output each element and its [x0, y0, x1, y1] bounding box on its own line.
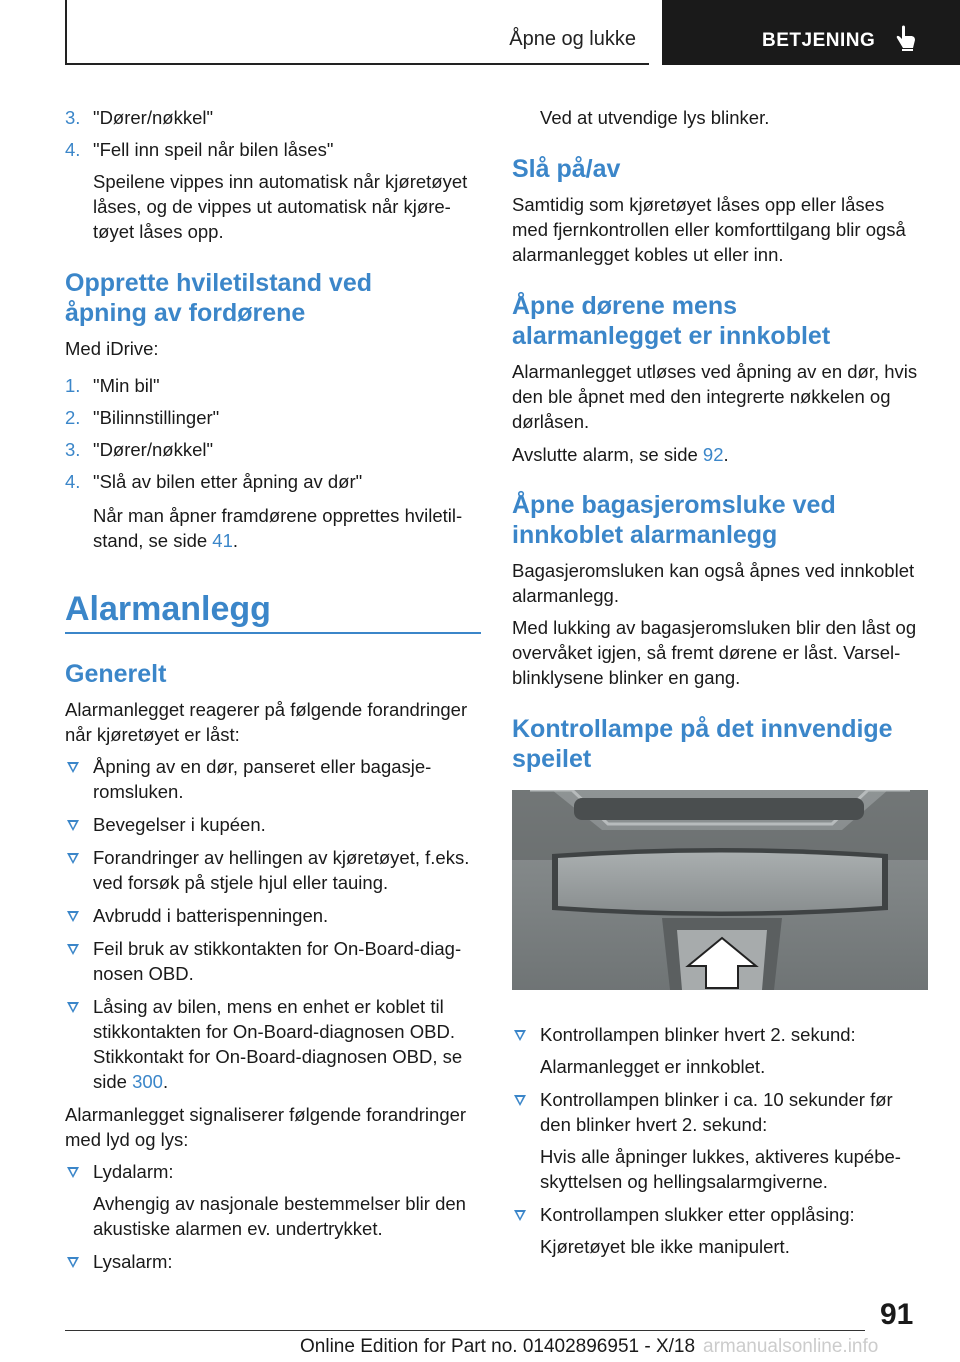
bullet-triangle-icon [67, 1002, 79, 1013]
page-link-300[interactable]: 300 [132, 1071, 163, 1092]
bullet-triangle-icon [67, 1167, 79, 1178]
list-number: 3. [65, 107, 81, 128]
bullet-desc: Ved at utvendige lys blinker. [540, 107, 770, 128]
section-heading: Slå på/av [512, 155, 621, 183]
list-number: 4. [65, 471, 81, 492]
paragraph: med fjernkontrollen eller komforttilgang blir også [512, 219, 906, 240]
list-item: "Fell inn speil når bilen låses" [93, 139, 334, 160]
section-heading: Generelt [65, 660, 167, 688]
header-rule-bottom [65, 63, 649, 65]
bullet-text: nosen OBD. [93, 963, 194, 984]
list-number: 1. [65, 375, 81, 396]
footer-edition: Online Edition for Part no. 01402896951 - X/18 [300, 1336, 696, 1357]
paragraph: med lyd og lys: [65, 1129, 189, 1150]
rearview-mirror-image [512, 790, 928, 990]
list-item: "Dører/nøkkel" [93, 439, 214, 460]
bullet-triangle-icon [67, 911, 79, 922]
chapter-tab[interactable] [662, 0, 960, 65]
section-heading: speilet [512, 745, 592, 773]
list-number: 4. [65, 139, 81, 160]
list-desc [93, 528, 238, 553]
paragraph: dørlåsen. [512, 411, 590, 432]
paragraph: overvåket igjen, så fremt dørene er låst. Varsel‐ [512, 642, 901, 663]
page-number: 91 [880, 1298, 914, 1331]
bullet-desc: Hvis alle åpninger lukkes, aktiveres kupébe‐ [540, 1146, 901, 1167]
bullet-text: Bevegelser i kupéen. [93, 814, 266, 835]
list-number: 2. [65, 407, 81, 428]
bullet-text: ved forsøk på stjele hjul eller tauing. [93, 872, 389, 893]
paragraph: når kjøretøyet er låst: [65, 724, 240, 745]
list-desc: Speilene vippes inn automatisk når kjøretøyet [93, 171, 468, 192]
bullet-text: romsluken. [93, 781, 184, 802]
bullet-text: Kontrollampen blinker hvert 2. sekund: [540, 1024, 856, 1045]
paragraph: alarmanlegget kobles ut eller inn. [512, 244, 784, 265]
paragraph: Med lukking av bagasjeromsluken blir den låst og [512, 617, 917, 638]
list-desc: tøyet låses opp. [93, 221, 224, 242]
paragraph: Samtidig som kjøretøyet låses opp eller låses [512, 194, 885, 215]
bullet-text: Kontrollampen slukker etter opplåsing: [540, 1204, 855, 1225]
footer-watermark: armanualsonline.info [703, 1336, 879, 1357]
section-heading: alarmanlegget er innkoblet [512, 322, 831, 350]
chapter-title: Alarmanlegg [65, 590, 271, 628]
section-heading: innkoblet alarmanlegg [512, 521, 778, 549]
list-item: "Bilinnstillinger" [93, 407, 220, 428]
section-heading: Kontrollampe på det innvendige [512, 715, 893, 743]
list-item: "Min bil" [93, 375, 160, 396]
bullet-triangle-icon [67, 853, 79, 864]
section-heading: Opprette hviletilstand ved [65, 269, 373, 297]
bullet-text: Åpning av en dør, panseret eller bagasje‐ [93, 756, 432, 777]
paragraph: alarmanlegg. [512, 585, 619, 606]
bullet-text: den blinker hvert 2. sekund: [540, 1114, 768, 1135]
paragraph: Alarmanlegget utløses ved åpning av en dør, hvis [512, 361, 918, 382]
chapter-tab-label: BETJENING [762, 30, 876, 51]
section-title: Åpne og lukke [509, 28, 636, 50]
bullet-triangle-icon [67, 820, 79, 831]
bullet-text: stikkontakten for On-Board-diagnosen OBD. [93, 1021, 455, 1042]
bullet-text: Forandringer av hellingen av kjøretøyet, f.eks. [93, 847, 470, 868]
bullet-desc: Alarmanlegget er innkoblet. [540, 1056, 766, 1077]
footer-rule [65, 1330, 865, 1331]
bullet-triangle-icon [67, 762, 79, 773]
bullet-desc: skyttelsen og hellingsalarmgiverne. [540, 1171, 828, 1192]
text-run: . [162, 1071, 169, 1092]
text-run: side [93, 1071, 133, 1092]
text-run: stand, se side [93, 530, 213, 551]
list-desc: låses, og de vippes ut automatisk når kjøre‐ [93, 196, 451, 217]
page-link-41[interactable]: 41 [212, 530, 233, 551]
bullet-triangle-icon [67, 944, 79, 955]
bullet-text: Låsing av bilen, mens en enhet er koblet til [93, 996, 444, 1017]
bullet-desc: akustiske alarmen ev. undertrykket. [93, 1218, 383, 1239]
section-heading: Åpne dørene mens [512, 292, 738, 320]
list-desc: Når man åpner framdørene opprettes hviletil‐ [93, 505, 463, 526]
header-rule-left [65, 0, 67, 64]
bullet-text: Lydalarm: [93, 1161, 174, 1182]
bullet-text: Kontrollampen blinker i ca. 10 sekunder før [540, 1089, 893, 1110]
paragraph: blinklysene blinker en gang. [512, 667, 741, 688]
bullet-triangle-icon [514, 1030, 526, 1041]
bullet-desc: Kjøretøyet ble ikke manipulert. [540, 1236, 790, 1257]
hand-pointer-icon [895, 24, 917, 57]
paragraph [512, 442, 729, 467]
bullet-text: Feil bruk av stikkontakten for On-Board-diag‐ [93, 938, 462, 959]
text-run: . [723, 444, 729, 465]
text-run: . [232, 530, 239, 551]
bullet-triangle-icon [514, 1210, 526, 1221]
paragraph: den ble åpnet med den integrerte nøkkelen og [512, 386, 891, 407]
chapter-rule [65, 632, 481, 634]
paragraph: Bagasjeromsluken kan også åpnes ved innkoblet [512, 560, 915, 581]
section-heading: åpning av fordørene [65, 299, 306, 327]
bullet-text: Avbrudd i batterispenningen. [93, 905, 329, 926]
list-number: 3. [65, 439, 81, 460]
page-link-92[interactable]: 92 [702, 444, 724, 465]
bullet-desc: Avhengig av nasjonale bestemmelser blir den [93, 1193, 466, 1214]
text-run: Avslutte alarm, se side [512, 444, 703, 465]
bullet-text: Stikkontakt for On-Board-diagnosen OBD, se [93, 1046, 463, 1067]
list-item: "Slå av bilen etter åpning av dør" [93, 471, 363, 492]
bullet-triangle-icon [514, 1095, 526, 1106]
paragraph: Med iDrive: [65, 338, 159, 359]
bullet-triangle-icon [67, 1257, 79, 1268]
paragraph: Alarmanlegget reagerer på følgende forandringer [65, 699, 468, 720]
section-heading: Åpne bagasjeromsluke ved [512, 491, 836, 519]
bullet-text: Lysalarm: [93, 1251, 173, 1272]
paragraph: Alarmanlegget signaliserer følgende forandringer [65, 1104, 467, 1125]
list-item: "Dører/nøkkel" [93, 107, 214, 128]
bullet-text [93, 1069, 168, 1094]
